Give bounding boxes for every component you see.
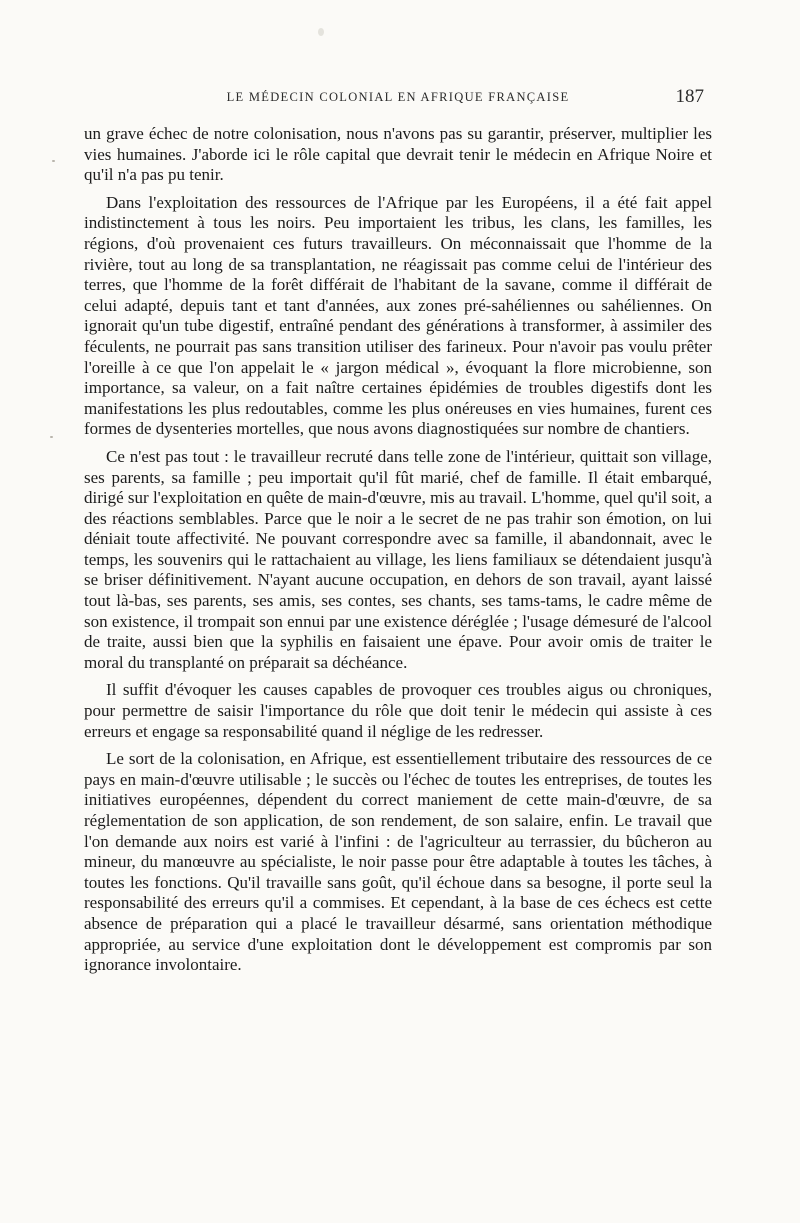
- running-header: [84, 86, 712, 110]
- margin-speck: [50, 436, 53, 438]
- margin-speck: [52, 160, 55, 162]
- paper-smudge: [318, 28, 324, 36]
- paragraph-3: Ce n'est pas tout : le travailleur recruté dans telle zone de l'intérieur, quittait son village, ses parents, sa famille ; peu importait qu'il fût marié, chef de famille. Il était embarqué, dirigé sur l'exploitation en quête de main-d'œuvre, mis au travail. L'homme, quel qu'il soit, a des réactions semblables. Parce que le noir a le secret de ne pas trahir son émotion, on lui déniait toute affectivité. Ne pouvant correspondre avec sa famille, il abandonnait, avec le temps, les souvenirs qui le rattachaient au village, les liens familiaux se détendaient jusqu'à se briser définitivement. N'ayant aucune occupation, en dehors de son travail, ayant laissé tout là-bas, ses parents, ses amis, ses contes, ses chants, ses tams-tams, le cadre même de son existence, il trompait son ennui par une existence déréglée ; l'usage démesuré de l'alcool de traite, aussi bien que la syphilis en faisaient une épave. Pour avoir omis de traiter le moral du transplanté on préparait sa déchéance.: [84, 446, 712, 672]
- paragraph-5: Le sort de la colonisation, en Afrique, est essentiellement tributaire des ressources de ce pays en main-d'œuvre utilisable ; le succès ou l'échec de toutes les entreprises, de toutes les initiatives européennes, dépendent du correct maniement de cette main-d'œuvre, de sa réglementation de son application, de son rendement, de son salaire, enfin. Le travail que l'on demande aux noirs est varié à l'infini : de l'agriculteur au terrassier, du bûcheron au mineur, du manœuvre au spécialiste, le noir passe pour être adaptable à toutes les tâches, à toutes les fonctions. Qu'il travaille sans goût, qu'il échoue dans sa besogne, il porte seul la responsabilité des erreurs qu'il a commises. Et cependant, à la base de ces échecs est cette absence de préparation qui a placé le travailleur désarmé, sans orientation méthodique appropriée, au service d'une exploitation dont le développement est compromis par son ignorance involontaire.: [84, 749, 712, 975]
- page-number: 187: [675, 86, 704, 107]
- paragraph-4: Il suffit d'évoquer les causes capables de provoquer ces troubles aigus ou chroniques, pour permettre de saisir l'importance du rôle que doit tenir le médecin qui assiste à ces erreurs et engage sa responsabilité quand il néglige de les redresser.: [84, 680, 712, 741]
- running-title: LE MÉDECIN COLONIAL EN AFRIQUE FRANÇAISE: [226, 90, 570, 104]
- paragraph-2: Dans l'exploitation des ressources de l'Afrique par les Européens, il a été fait appel indistinctement à tous les noirs. Peu importaient les tribus, les clans, les familles, les régions, d'où provenaient ces futurs travailleurs. On méconnaissait que l'homme de la rivière, tout au long de sa transplantation, ne réagissait pas comme celui de l'intérieur des terres, que l'homme de la forêt différait de l'habitant de la savane, comme il différait de celui adapté, depuis tant et tant d'années, aux zones pré-sahéliennes ou sahéliennes. On ignorait qu'un tube digestif, entraîné pendant des générations à transformer, à assimiler des féculents, ne pourrait pas sans transition utiliser des farineux. Pour n'avoir pas voulu prêter l'oreille à ce que l'on appelait le « jargon médical », évoquant la flore microbienne, son importance, sa valeur, on a fait naître certaines épidémies de troubles digestifs dont les manifestations les plus redoutables, comme les plus onéreuses en vies humaines, furent ces formes de dysenteries mortelles, que nous avons diagnostiquées sur nombre de chantiers.: [84, 192, 712, 439]
- paragraph-1: un grave échec de notre colonisation, nous n'avons pas su garantir, préserver, multiplier les vies humaines. J'aborde ici le rôle capital que devrait tenir le médecin en Afrique Noire et qu'il n'a pas pu tenir.: [84, 124, 712, 185]
- body-text: [84, 124, 712, 976]
